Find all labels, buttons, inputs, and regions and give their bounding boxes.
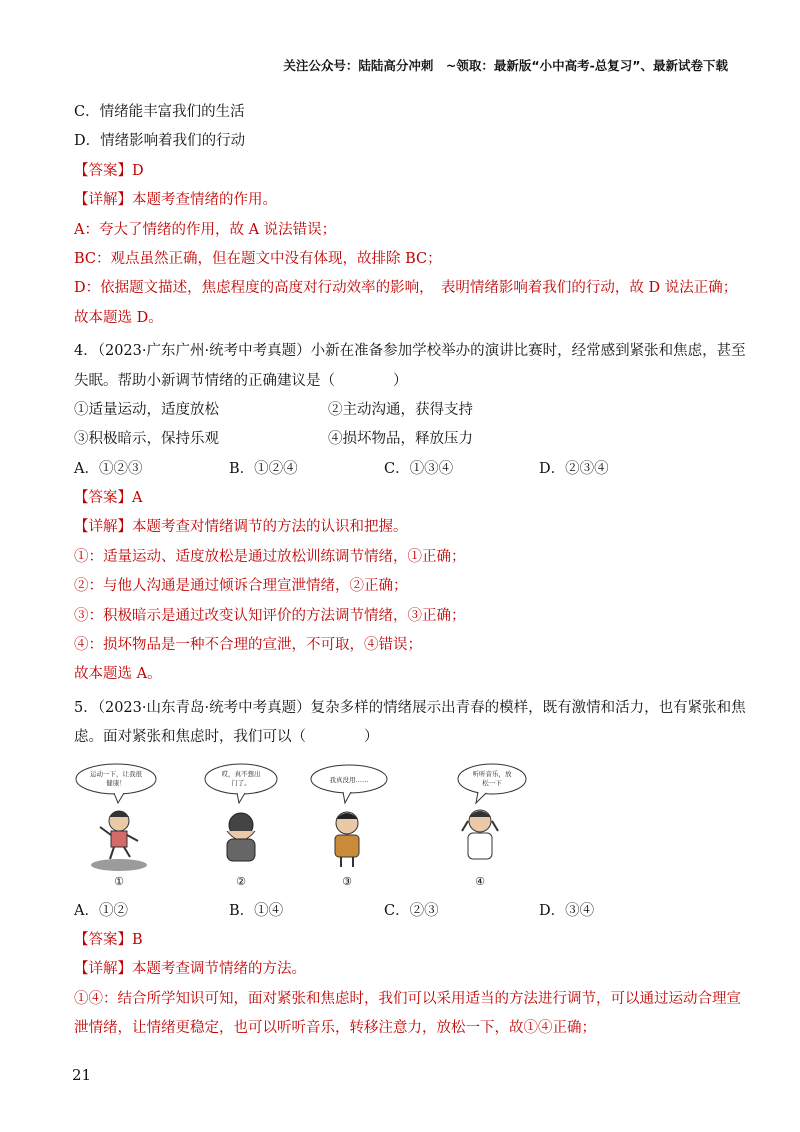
q3-answer: 【答案】D <box>74 162 144 179</box>
q5-picture-3 <box>289 761 399 889</box>
q5-picture-1 <box>74 761 184 889</box>
q5-bubble-3: 我真没用…… <box>329 775 369 784</box>
q4-stem-line1: 4．（2023·广东广州·统考中考真题）小新在准备参加学校举办的演讲比赛时，经常感到紧张和焦虑，甚至 <box>74 343 746 360</box>
q4-options <box>74 455 734 484</box>
q4-statement-1: ①适量运动，适度放松 <box>74 401 219 418</box>
q3-option-c: C．情绪能丰富我们的生活 <box>74 104 245 120</box>
page-number: 21 <box>72 1066 92 1084</box>
q4-detail: 【详解】本题考查对情绪调节的方法的认识和把握。 <box>74 519 408 536</box>
q5-picture-2 <box>179 761 289 889</box>
q4-statements-row1 <box>74 396 734 425</box>
q4-statement-3: ③积极暗示，保持乐观 <box>74 431 219 448</box>
q5-options <box>74 897 734 926</box>
svg-text:健康！: 健康！ <box>106 778 126 787</box>
q5-answer: 【答案】B <box>74 931 143 948</box>
q4-analysis-4: ④：损坏物品是一种不合理的宣泄，不可取，④错误； <box>74 637 422 654</box>
q5-stem-line1: 5．（2023·山东青岛·统考中考真题）复杂多样的情绪展示出青春的模样，既有激情和活力，也有紧张和焦 <box>74 699 746 716</box>
q5-bubble-2: 哎，真不想出 <box>221 769 261 778</box>
q3-detail: 【详解】本题考查情绪的作用。 <box>74 192 277 209</box>
q5-option-a: A．①② <box>74 902 128 919</box>
q3-analysis-d: D：依据题文描述，焦虑程度的高度对行动效率的影响， 表明情绪影响着我们的行动，故 D 说法正确； <box>74 280 738 297</box>
q5-stem-line2: 虑。面对紧张和焦虑时，我们可以（ ） <box>74 729 379 746</box>
svg-text:门了。: 门了。 <box>231 778 251 787</box>
q4-stem-line2: 失眠。帮助小新调节情绪的正确建议是（ ） <box>74 372 408 389</box>
q5-analysis-line1: ①④：结合所学知识可知，面对紧张和焦虑时，我们可以采用适当的方法进行调节，可以通过运动合理宣 <box>74 990 741 1007</box>
q5-picture-3-label: ③ <box>342 874 352 888</box>
q4-analysis-3: ③：积极暗示是通过改变认知评价的方法调节情绪，③正确； <box>74 607 466 624</box>
q3-option-d: D．情绪影响着我们的行动 <box>74 133 246 150</box>
q4-statement-2: ②主动沟通，获得支持 <box>328 401 473 418</box>
q5-picture-4-label: ④ <box>475 874 485 888</box>
page-content <box>74 98 746 1044</box>
q4-option-c: C．①③④ <box>384 460 454 477</box>
q4-analysis-1: ①：适量运动、适度放松是通过放松训练调节情绪，①正确； <box>74 548 466 565</box>
q4-option-d: D．②③④ <box>539 460 609 477</box>
q3-conclusion: 故本题选 D。 <box>74 309 163 326</box>
q3-analysis-bc: BC：观点虽然正确，但在题文中没有体现，故排除 BC； <box>74 250 442 267</box>
page-header: 关注公众号：陆陆高分冲刺 ~领取：最新版“小中高考-总复习”、最新试卷下载 <box>283 58 728 73</box>
q4-answer: 【答案】A <box>74 490 143 507</box>
q3-analysis-a: A：夸大了情绪的作用，故 A 说法错误； <box>74 221 337 238</box>
q4-conclusion: 故本题选 A。 <box>74 666 162 683</box>
svg-text:松一下: 松一下 <box>482 778 502 787</box>
q4-statement-4: ④损坏物品，释放压力 <box>328 431 473 448</box>
q5-option-b: B．①④ <box>229 902 284 919</box>
q5-picture-2-label: ② <box>236 874 246 888</box>
q5-analysis-line2: 泄情绪，让情绪更稳定，也可以听听音乐，转移注意力，放松一下，故①④正确； <box>74 1020 596 1037</box>
q5-detail: 【详解】本题考查调节情绪的方法。 <box>74 961 306 978</box>
q5-option-c: C．②③ <box>384 902 439 919</box>
q5-picture-1-label: ① <box>114 874 124 888</box>
q5-picture-4 <box>434 761 544 889</box>
q4-analysis-2: ②：与他人沟通是通过倾诉合理宣泄情绪，②正确； <box>74 578 408 595</box>
q4-option-b: B．①②④ <box>229 460 298 477</box>
exercising-child-illustration <box>74 761 184 889</box>
sad-child-illustration <box>179 761 289 889</box>
q5-illustrations <box>74 761 734 891</box>
q4-option-a: A．①②③ <box>74 460 143 477</box>
worried-child-illustration <box>289 761 399 889</box>
q4-statements-row2 <box>74 425 734 454</box>
music-child-illustration <box>434 761 544 889</box>
q5-option-d: D．③④ <box>539 902 595 919</box>
q5-bubble-1: 运动一下，让我很 <box>90 769 142 778</box>
q5-bubble-4: 听听音乐，放 <box>472 769 512 778</box>
